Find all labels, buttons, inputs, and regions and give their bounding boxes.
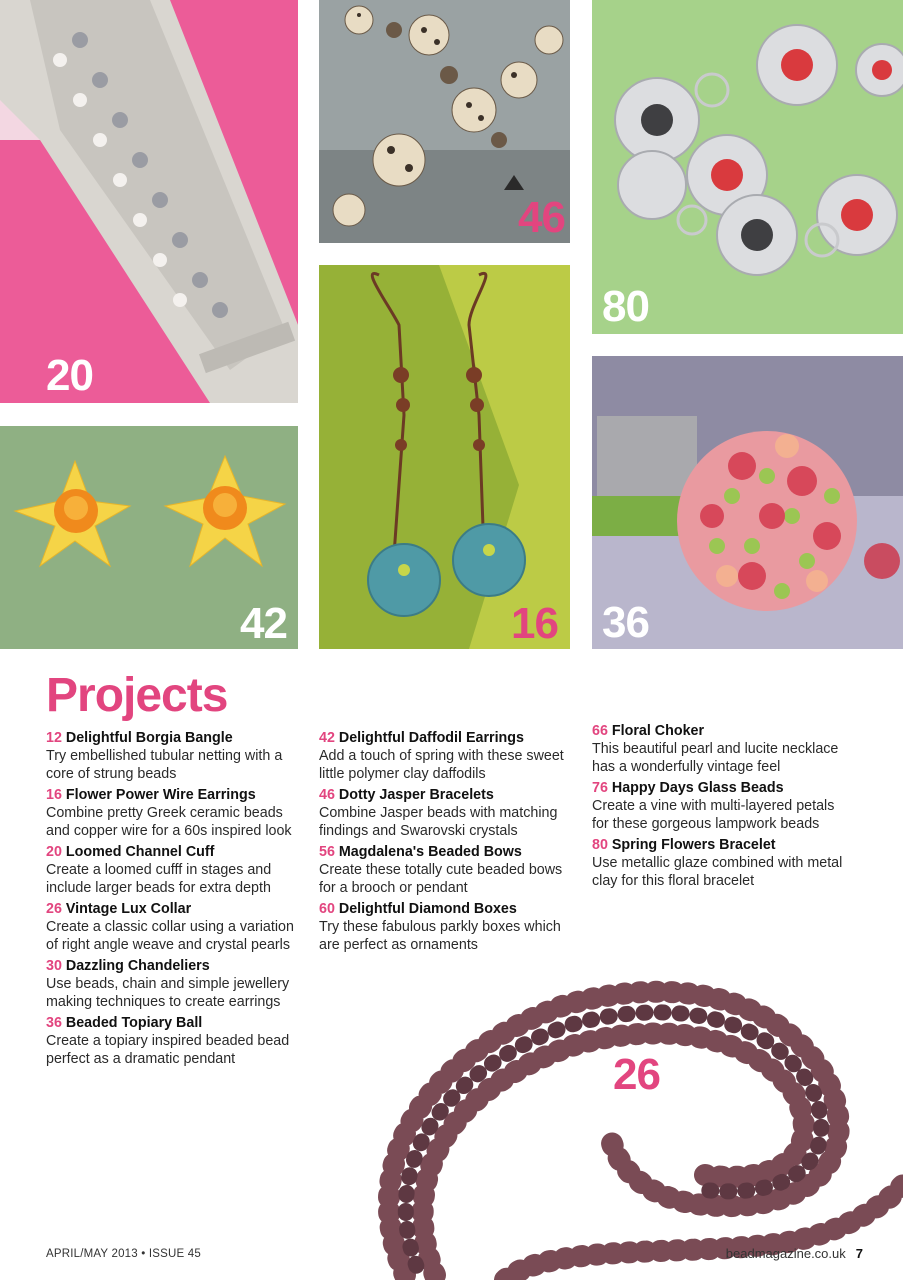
project-page-number: 20 bbox=[46, 844, 62, 860]
project-page-number: 80 bbox=[592, 837, 608, 853]
project-title: Magdalena's Beaded Bows bbox=[338, 844, 522, 860]
project-description: Use metallic glaze combined with metal clay for this floral bracelet bbox=[592, 855, 843, 889]
project-description: Try embellished tubular netting with a core of strung beads bbox=[46, 748, 283, 782]
project-heading bbox=[46, 957, 308, 975]
page-number-label: 36 bbox=[602, 598, 649, 647]
project-heading bbox=[319, 786, 581, 804]
project-description: Combine Jasper beads with matching findings and Swarovski crystals bbox=[319, 805, 558, 839]
project-title: Flower Power Wire Earrings bbox=[65, 787, 256, 803]
project-item[interactable] bbox=[319, 843, 581, 897]
project-description: Create a classic collar using a variation of right angle weave and crystal pearls bbox=[46, 919, 294, 953]
project-item[interactable] bbox=[592, 779, 854, 833]
project-page-number: 56 bbox=[319, 844, 335, 860]
project-heading bbox=[46, 843, 308, 861]
page-number-label: 46 bbox=[518, 193, 565, 242]
page-number-label: 26 bbox=[613, 1050, 660, 1099]
project-heading bbox=[592, 722, 854, 740]
project-item[interactable] bbox=[46, 957, 308, 1011]
photo-loomed-channel-cuff bbox=[0, 0, 298, 403]
photo-dotty-jasper-bracelets bbox=[319, 0, 570, 243]
project-page-number: 46 bbox=[319, 787, 335, 803]
project-title: Spring Flowers Bracelet bbox=[611, 837, 776, 853]
project-item[interactable] bbox=[319, 729, 581, 783]
project-description: This beautiful pearl and lucite necklace has a wonderfully vintage feel bbox=[592, 741, 839, 775]
project-page-number: 30 bbox=[46, 958, 62, 974]
project-heading bbox=[46, 1014, 308, 1032]
project-page-number: 16 bbox=[46, 787, 62, 803]
project-list-column-3 bbox=[592, 722, 854, 893]
project-description: Use beads, chain and simple jewellery making techniques to create earrings bbox=[46, 976, 290, 1010]
project-title: Delightful Borgia Bangle bbox=[65, 730, 233, 746]
project-page-number: 60 bbox=[319, 901, 335, 917]
project-description: Combine pretty Greek ceramic beads and copper wire for a 60s inspired look bbox=[46, 805, 292, 839]
page-number-label: 20 bbox=[46, 351, 93, 400]
project-page-number: 36 bbox=[46, 1015, 62, 1031]
project-heading bbox=[592, 779, 854, 797]
project-item[interactable] bbox=[592, 722, 854, 776]
project-heading bbox=[592, 836, 854, 854]
project-item[interactable] bbox=[46, 843, 308, 897]
page-number-label: 80 bbox=[602, 282, 649, 331]
section-title: Projects bbox=[46, 669, 228, 722]
project-page-number: 66 bbox=[592, 723, 608, 739]
project-title: Dazzling Chandeliers bbox=[65, 958, 210, 974]
project-title: Beaded Topiary Ball bbox=[65, 1015, 203, 1031]
project-item[interactable] bbox=[46, 786, 308, 840]
project-item[interactable] bbox=[46, 729, 308, 783]
project-item[interactable] bbox=[46, 900, 308, 954]
project-title: Vintage Lux Collar bbox=[65, 901, 192, 917]
issue-info: APRIL/MAY 2013 • ISSUE 45 bbox=[46, 1248, 201, 1260]
photo-daffodil-earrings bbox=[0, 426, 298, 649]
project-heading bbox=[46, 900, 308, 918]
photo-flower-power-earrings bbox=[319, 265, 570, 649]
project-title: Delightful Diamond Boxes bbox=[338, 901, 517, 917]
project-description: Create a loomed cufff in stages and include larger beads for extra depth bbox=[46, 862, 272, 896]
project-heading bbox=[46, 786, 308, 804]
project-heading bbox=[46, 729, 308, 747]
project-item[interactable] bbox=[319, 786, 581, 840]
project-page-number: 42 bbox=[319, 730, 335, 746]
project-description: Add a touch of spring with these sweet little polymer clay daffodils bbox=[319, 748, 564, 782]
page-number-label: 42 bbox=[240, 599, 287, 648]
project-title: Dotty Jasper Bracelets bbox=[338, 787, 494, 803]
project-title: Loomed Channel Cuff bbox=[65, 844, 215, 860]
project-page-number: 76 bbox=[592, 780, 608, 796]
photo-spring-flowers-bracelet bbox=[592, 0, 903, 334]
project-description: Try these fabulous parkly boxes which are perfect as ornaments bbox=[319, 919, 561, 953]
photo-beaded-topiary-ball bbox=[592, 356, 903, 649]
project-heading bbox=[319, 843, 581, 861]
project-page-number: 26 bbox=[46, 901, 62, 917]
project-heading bbox=[319, 729, 581, 747]
project-description: Create these totally cute beaded bows for a brooch or pendant bbox=[319, 862, 563, 896]
page-number-label: 16 bbox=[511, 599, 558, 648]
project-description: Create a topiary inspired beaded bead perfect as a dramatic pendant bbox=[46, 1033, 290, 1067]
page-number: 7 bbox=[855, 1246, 863, 1261]
project-description: Create a vine with multi-layered petals for these gorgeous lampwork beads bbox=[592, 798, 835, 832]
project-list-column-2 bbox=[319, 729, 581, 957]
project-item[interactable] bbox=[592, 836, 854, 890]
project-item[interactable] bbox=[46, 1014, 308, 1068]
project-title: Happy Days Glass Beads bbox=[611, 780, 784, 796]
project-title: Floral Choker bbox=[611, 723, 705, 739]
project-item[interactable] bbox=[319, 900, 581, 954]
project-page-number: 12 bbox=[46, 730, 62, 746]
project-heading bbox=[319, 900, 581, 918]
project-title: Delightful Daffodil Earrings bbox=[338, 730, 524, 746]
footer-right bbox=[726, 1246, 863, 1261]
photo-vintage-lux-collar bbox=[345, 965, 903, 1280]
project-list-column-1 bbox=[46, 729, 308, 1071]
website-link[interactable]: beadmagazine.co.uk bbox=[725, 1246, 846, 1261]
